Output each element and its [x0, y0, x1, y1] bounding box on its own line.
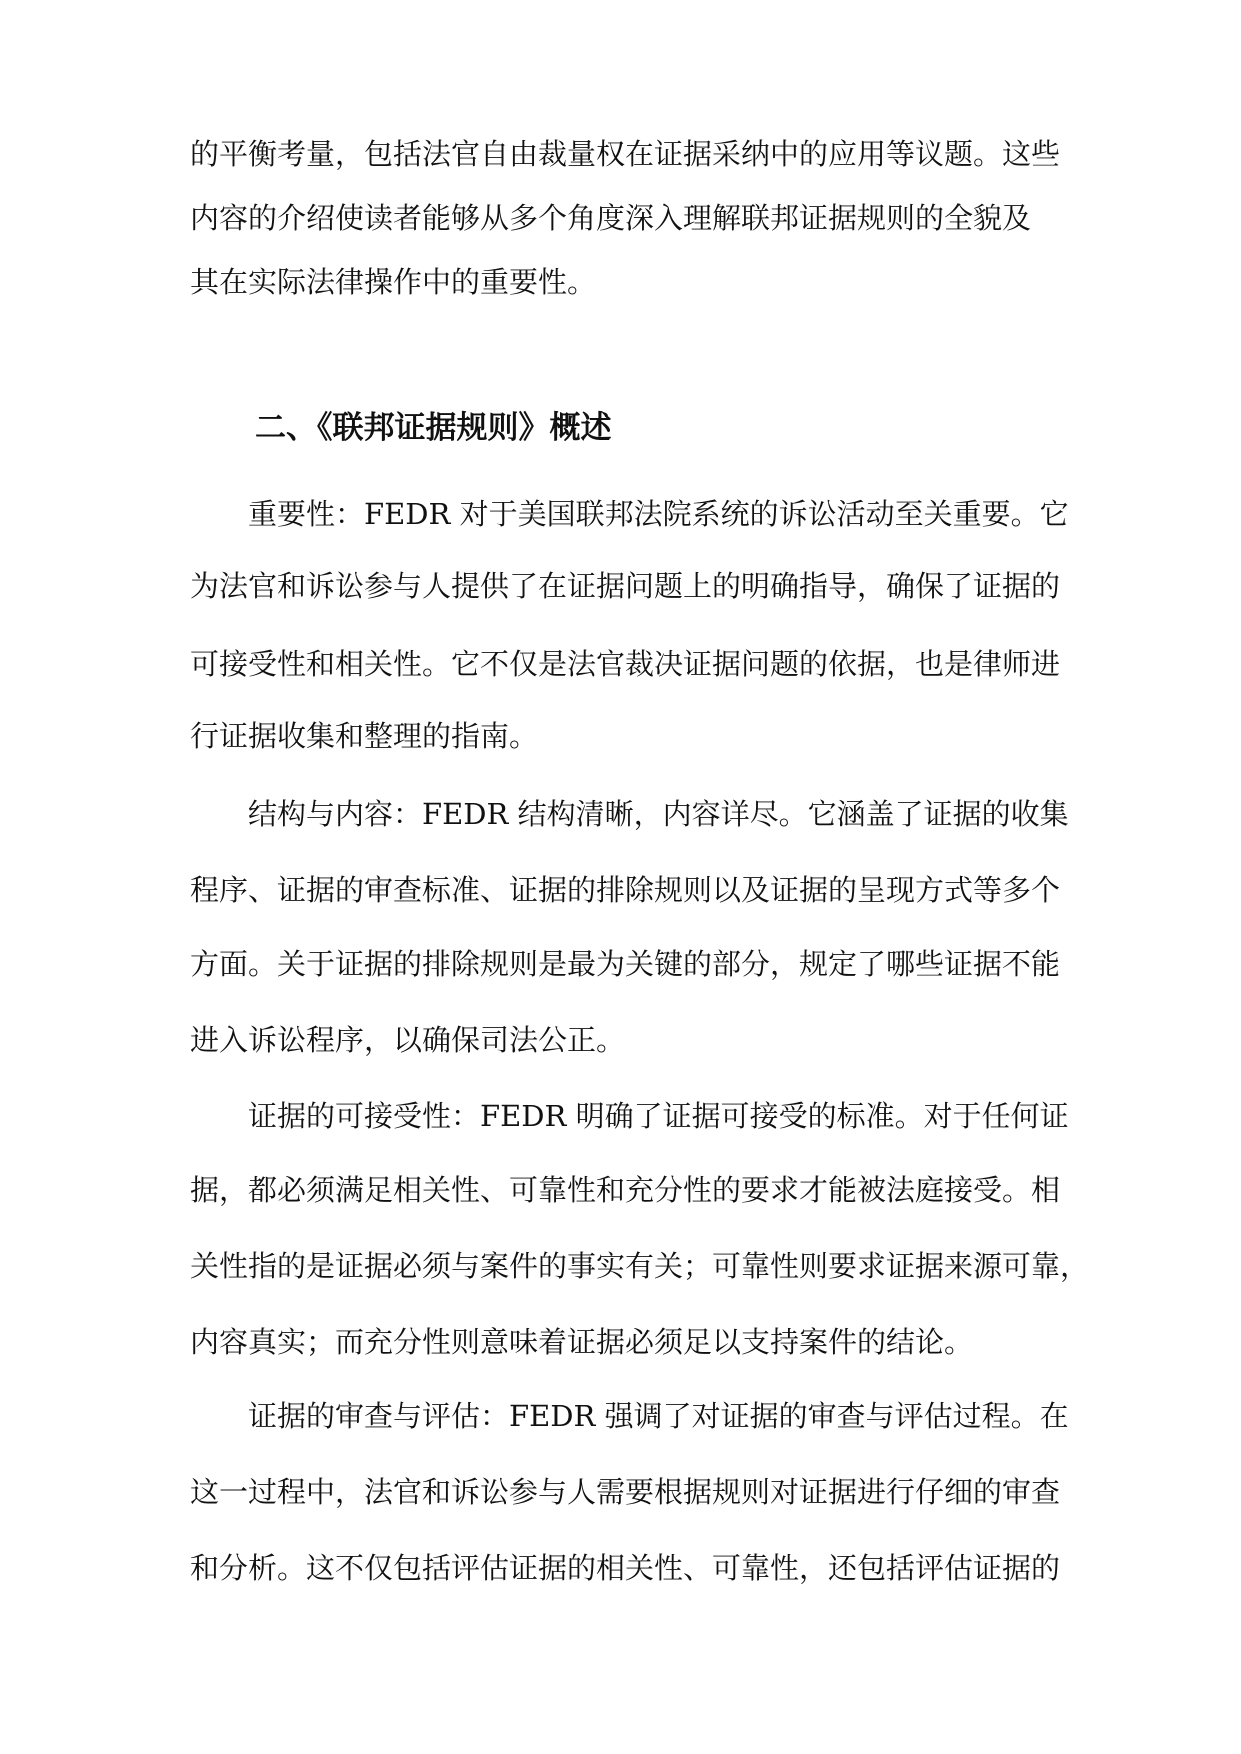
- admissibility-line-2: 据，都必须满足相关性、可靠性和充分性的要求才能被法庭接受。相: [190, 1173, 1061, 1207]
- structure-line-2: 程序、证据的审查标准、证据的排除规则以及证据的呈现方式等多个: [190, 873, 1061, 907]
- structure-line-3: 方面。关于证据的排除规则是最为关键的部分，规定了哪些证据不能: [190, 947, 1061, 981]
- review-line-1: 证据的审查与评估：FEDR 强调了对证据的审查与评估过程。在: [248, 1399, 1069, 1433]
- structure-line-4: 进入诉讼程序，以确保司法公正。: [190, 1023, 626, 1057]
- review-line-3: 和分析。这不仅包括评估证据的相关性、可靠性，还包括评估证据的: [190, 1551, 1061, 1585]
- importance-line-4: 行证据收集和整理的指南。: [190, 719, 539, 753]
- structure-line-1: 结构与内容：FEDR 结构清晰，内容详尽。它涵盖了证据的收集: [248, 797, 1069, 831]
- importance-line-1: 重要性：FEDR 对于美国联邦法院系统的诉讼活动至关重要。它: [248, 497, 1069, 531]
- intro-line-2: 内容的介绍使读者能够从多个角度深入理解联邦证据规则的全貌及: [190, 201, 1032, 235]
- importance-line-3: 可接受性和相关性。它不仅是法官裁决证据问题的依据，也是律师进: [190, 647, 1061, 681]
- importance-line-2: 为法官和诉讼参与人提供了在证据问题上的明确指导，确保了证据的: [190, 569, 1061, 603]
- admissibility-line-4: 内容真实；而充分性则意味着证据必须足以支持案件的结论。: [190, 1325, 974, 1359]
- review-line-2: 这一过程中，法官和诉讼参与人需要根据规则对证据进行仔细的审查: [190, 1475, 1061, 1509]
- admissibility-line-3: 关性指的是证据必须与案件的事实有关；可靠性则要求证据来源可靠，: [190, 1249, 1090, 1283]
- intro-line-3: 其在实际法律操作中的重要性。: [190, 265, 597, 299]
- admissibility-line-1: 证据的可接受性：FEDR 明确了证据可接受的标准。对于任何证: [248, 1099, 1069, 1133]
- intro-line-1: 的平衡考量，包括法官自由裁量权在证据采纳中的应用等议题。这些: [190, 137, 1061, 171]
- section-heading: 二、《联邦证据规则》概述: [255, 410, 612, 446]
